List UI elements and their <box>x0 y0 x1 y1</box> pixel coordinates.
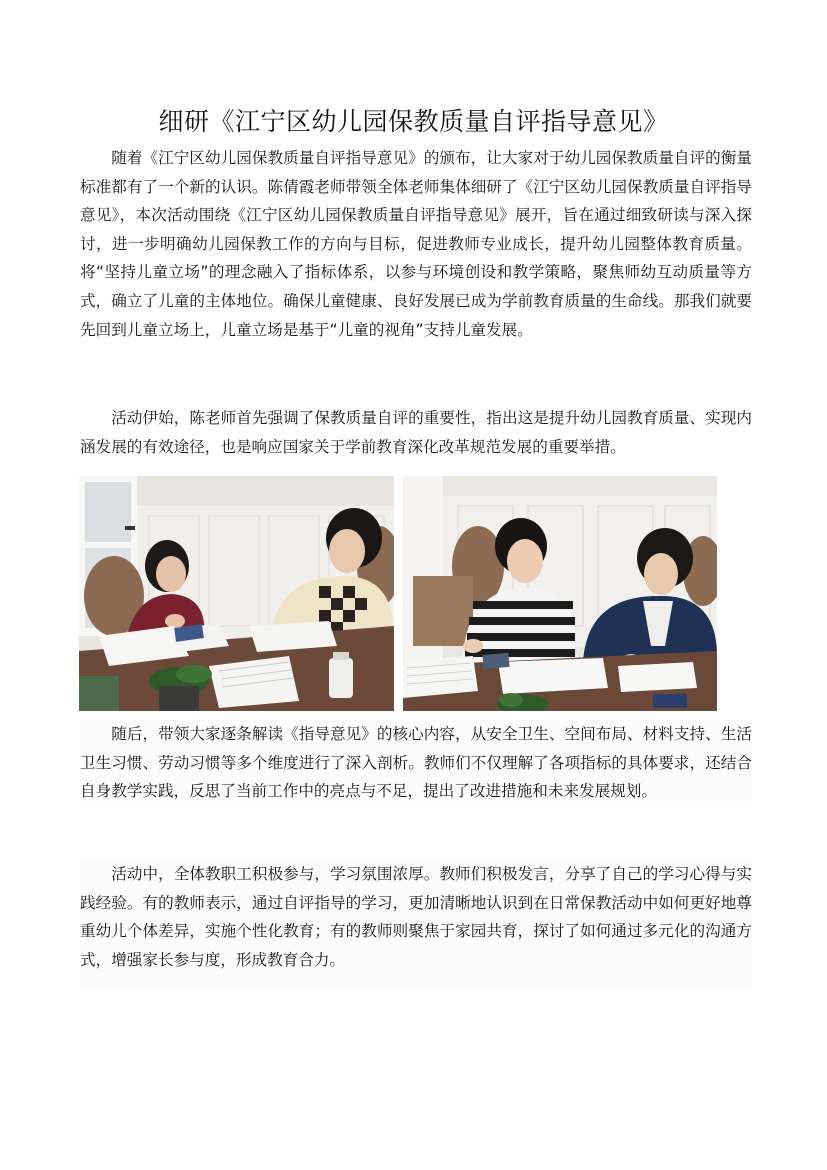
photo-teachers-left-image <box>79 476 394 711</box>
paragraph-intro: 随着《江宁区幼儿园保教质量自评指导意见》的颁布，让大家对于幼儿园保教质量自评的衡量标准都有了一个新的认识。陈倩霞老师带领全体老师集体细研了《江宁区幼儿园保教质量自评指导意见》，本次活动围绕《江宁区幼儿园保教质量自评指导意见》展开，旨在通过细致研读与深入探讨，进一步明确幼儿园保教工作的方向与目标，促进教师专业成长，提升幼儿园整体教育质量。将“坚持儿童立场”的理念融入了指标体系，以参与环境创设和教学策略，聚焦师幼互动质量等方式，确立了儿童的主体地位。确保儿童健康、良好发展已成为学前教育质量的生命线。那我们就要先回到儿童立场上，儿童立场是基于“儿童的视角”支持儿童发展。 <box>80 149 752 339</box>
photo-teachers-right-image <box>403 476 717 711</box>
photo-teachers-right <box>403 476 717 711</box>
paragraph-discussion: 活动中，全体教职工积极参与，学习氛围浓厚。教师们积极发言，分享了自己的学习心得与实践经验。有的教师表示，通过自评指导的学习，更加清晰地认识到在日常保教活动中如何更好地尊重幼儿个体差异，实施个性化教育；有的教师则聚焦于家园共育，探讨了如何通过多元化的沟通方式，增强家长参与度，形成教育合力。 <box>80 860 752 988</box>
paragraph-opening: 活动伊始，陈老师首先强调了保教质量自评的重要性，指出这是提升幼儿园教育质量、实现内涵发展的有效途径，也是响应国家关于学前教育深化改革规范发展的重要举措。 <box>80 409 752 456</box>
paragraph-interpretation: 随后，带领大家逐条解读《指导意见》的核心内容，从安全卫生、空间布局、材料支持、生活卫生习惯、劳动习惯等多个维度进行了深入剖析。教师们不仅理解了各项指标的具体要求，还结合自身教学实践，反思了当前工作中的亮点与不足，提出了改进措施和未来发展规划。 <box>80 720 752 806</box>
photo-teachers-left <box>79 476 394 711</box>
article-title: 细研《江宁区幼儿园保教质量自评指导意见》 <box>158 107 669 136</box>
